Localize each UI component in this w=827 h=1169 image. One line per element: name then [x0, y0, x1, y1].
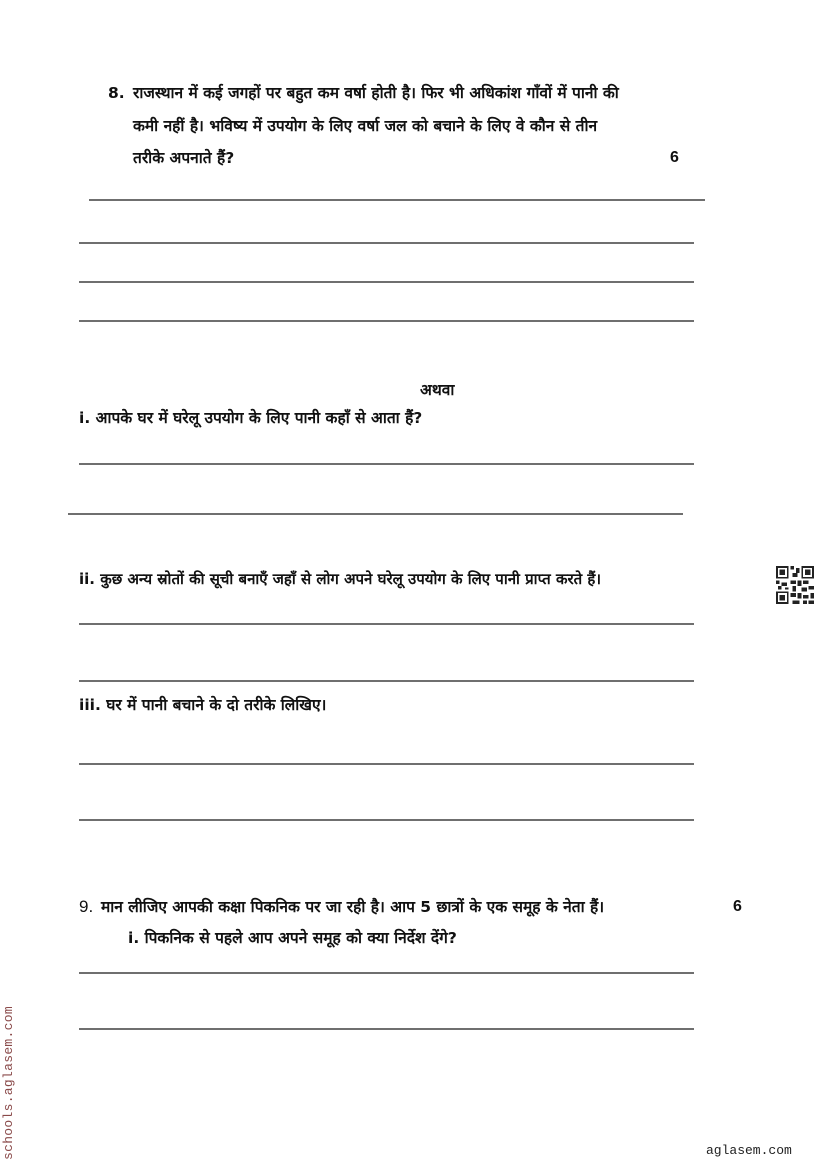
- answer-line[interactable]: [79, 242, 694, 244]
- answer-line[interactable]: [79, 320, 694, 322]
- answer-line[interactable]: [79, 680, 694, 682]
- question-8-marks: 6: [670, 149, 679, 166]
- question-9-text: मान लीजिए आपकी कक्षा पिकनिक पर जा रही है। आप 5 छात्रों के एक समूह के नेता हैं।: [101, 898, 605, 916]
- answer-line[interactable]: [79, 281, 694, 283]
- answer-line[interactable]: [79, 623, 694, 625]
- answer-line[interactable]: [79, 1028, 694, 1030]
- answer-line[interactable]: [68, 513, 683, 515]
- bottom-watermark: aglasem.com: [706, 1143, 792, 1158]
- question-8-sub-ii: ii. कुछ अन्य स्रोतों की सूची बनाएँ जहाँ से लोग अपने घरेलू उपयोग के लिए पानी प्राप्त करते हैं।: [79, 570, 602, 588]
- qr-code-icon: [776, 566, 814, 604]
- question-8-line-2: कमी नहीं है। भविष्य में उपयोग के लिए वर्षा जल को बचाने के लिए वे कौन से तीन: [133, 117, 598, 135]
- answer-line[interactable]: [79, 763, 694, 765]
- question-9-sub-i: i. पिकनिक से पहले आप अपने समूह को क्या निर्देश देंगे?: [128, 929, 457, 947]
- question-8-line-1: राजस्थान में कई जगहों पर बहुत कम वर्षा होती है। फिर भी अधिकांश गाँवों में पानी की: [133, 84, 619, 102]
- question-8-sub-i: i. आपके घर में घरेलू उपयोग के लिए पानी कहाँ से आता हैं?: [79, 409, 423, 427]
- or-label: अथवा: [420, 381, 455, 399]
- question-8-sub-iii: iii. घर में पानी बचाने के दो तरीके लिखिए।: [79, 696, 327, 714]
- question-9-marks: 6: [733, 898, 742, 915]
- question-8-line-3: तरीके अपनाते हैं?: [133, 149, 235, 167]
- answer-line[interactable]: [79, 819, 694, 821]
- answer-line[interactable]: [89, 199, 705, 201]
- question-9-number: 9.: [79, 897, 94, 916]
- answer-line[interactable]: [79, 463, 694, 465]
- answer-line[interactable]: [79, 972, 694, 974]
- question-8-number: 8.: [108, 84, 125, 102]
- side-watermark: schools.aglasem.com: [1, 1006, 16, 1160]
